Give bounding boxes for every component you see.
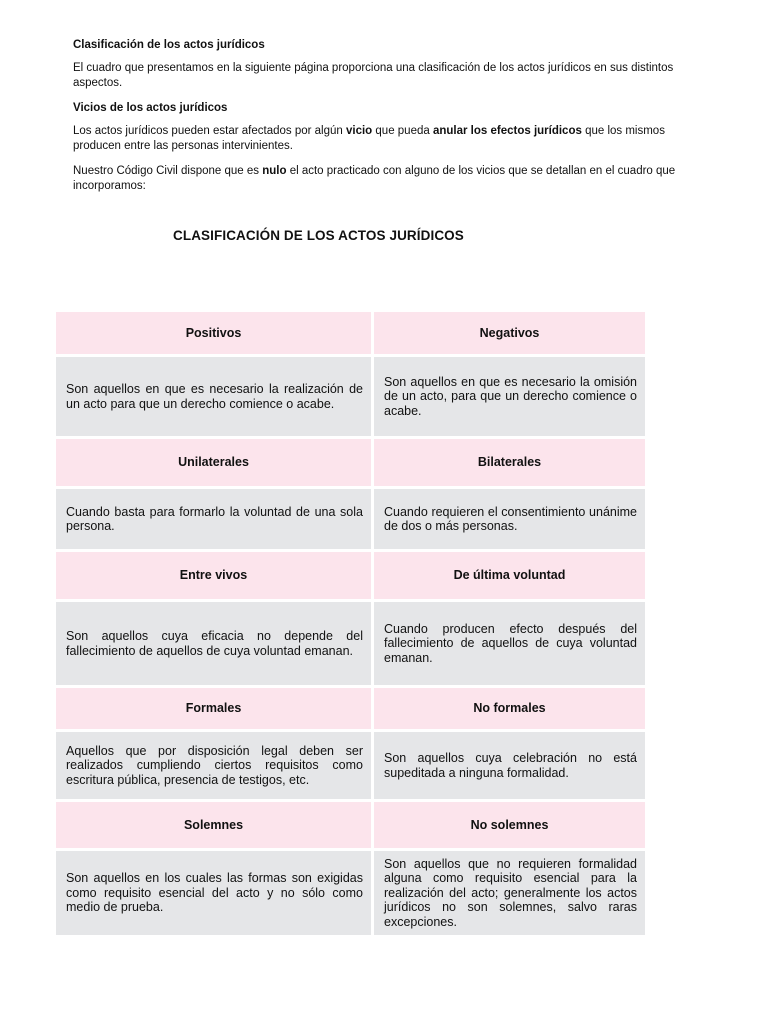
category-description: Son aquellos cuya celebración no está supeditada a ninguna formalidad. bbox=[374, 732, 645, 799]
table-row-description bbox=[56, 489, 645, 549]
category-description: Son aquellos que no requieren formalidad alguna como requisito esencial para la realización del acto; generalmente los actos jurídicos no son solemnes, salvo raras excepciones. bbox=[374, 851, 645, 935]
category-description: Son aquellos en que es necesario la omisión de un acto, para que un derecho comience o acabe. bbox=[374, 357, 645, 436]
table-row-header bbox=[56, 439, 645, 486]
category-header-negativos: Negativos bbox=[374, 312, 645, 354]
category-header-solemnes: Solemnes bbox=[56, 802, 371, 848]
table-row-description bbox=[56, 732, 645, 799]
category-description: Cuando producen efecto después del fallecimiento de aquellos de cuya voluntad emanan. bbox=[374, 602, 645, 685]
codigo-civil-paragraph: Nuestro Código Civil dispone que es nulo el acto practicado con alguno de los vicios que se detallan en el cuadro que incorporamos: bbox=[73, 165, 676, 192]
table-row-header bbox=[56, 802, 645, 848]
category-description: Son aquellos cuya eficacia no depende del fallecimiento de aquellos de cuya voluntad emanan. bbox=[56, 602, 371, 685]
table-row-header bbox=[56, 688, 645, 729]
category-header-unilaterales: Unilaterales bbox=[56, 439, 371, 486]
anular-emphasis: anular los efectos jurídicos bbox=[432, 125, 582, 137]
category-description: Son aquellos en los cuales las formas son exigidas como requisito esencial del acto y no sólo como medio de prueba. bbox=[56, 851, 371, 935]
classification-table bbox=[53, 309, 648, 938]
table-row-header bbox=[56, 552, 645, 599]
table-row-description bbox=[56, 851, 645, 935]
section-heading-clasificacion: Clasificación de los actos jurídicos bbox=[73, 39, 265, 51]
vicios-paragraph: Los actos jurídicos pueden estar afectados por algún vicio que pueda anular los efectos jurídicos que los mismos producen entre las personas intervinientes. bbox=[73, 125, 665, 152]
category-description: Son aquellos en que es necesario la realización de un acto para que un derecho comience o acabe. bbox=[56, 357, 371, 436]
classification-title: CLASIFICACIÓN DE LOS ACTOS JURÍDICOS bbox=[173, 228, 464, 243]
category-header-formales: Formales bbox=[56, 688, 371, 729]
category-description: Cuando requieren el consentimiento unánime de dos o más personas. bbox=[374, 489, 645, 549]
category-header-no-solemnes: No solemnes bbox=[374, 802, 645, 848]
category-header-positivos: Positivos bbox=[56, 312, 371, 354]
nulo-emphasis: nulo bbox=[262, 165, 287, 177]
section-heading-vicios: Vicios de los actos jurídicos bbox=[73, 102, 228, 114]
category-header-entre-vivos: Entre vivos bbox=[56, 552, 371, 599]
intro-paragraph: El cuadro que presentamos en la siguiente página proporciona una clasificación de los actos jurídicos en sus distintos aspectos. bbox=[73, 62, 674, 89]
intro-section bbox=[73, 38, 703, 204]
category-description: Aquellos que por disposición legal deben ser realizados cumpliendo ciertos requisitos como escritura pública, presencia de testigos, etc. bbox=[56, 732, 371, 799]
category-header-ultima-voluntad: De última voluntad bbox=[374, 552, 645, 599]
vicio-emphasis: vicio bbox=[345, 125, 373, 137]
category-header-no-formales: No formales bbox=[374, 688, 645, 729]
category-description: Cuando basta para formarlo la voluntad de una sola persona. bbox=[56, 489, 371, 549]
table-row-description bbox=[56, 602, 645, 685]
table-row-description bbox=[56, 357, 645, 436]
category-header-bilaterales: Bilaterales bbox=[374, 439, 645, 486]
table-row-header bbox=[56, 312, 645, 354]
